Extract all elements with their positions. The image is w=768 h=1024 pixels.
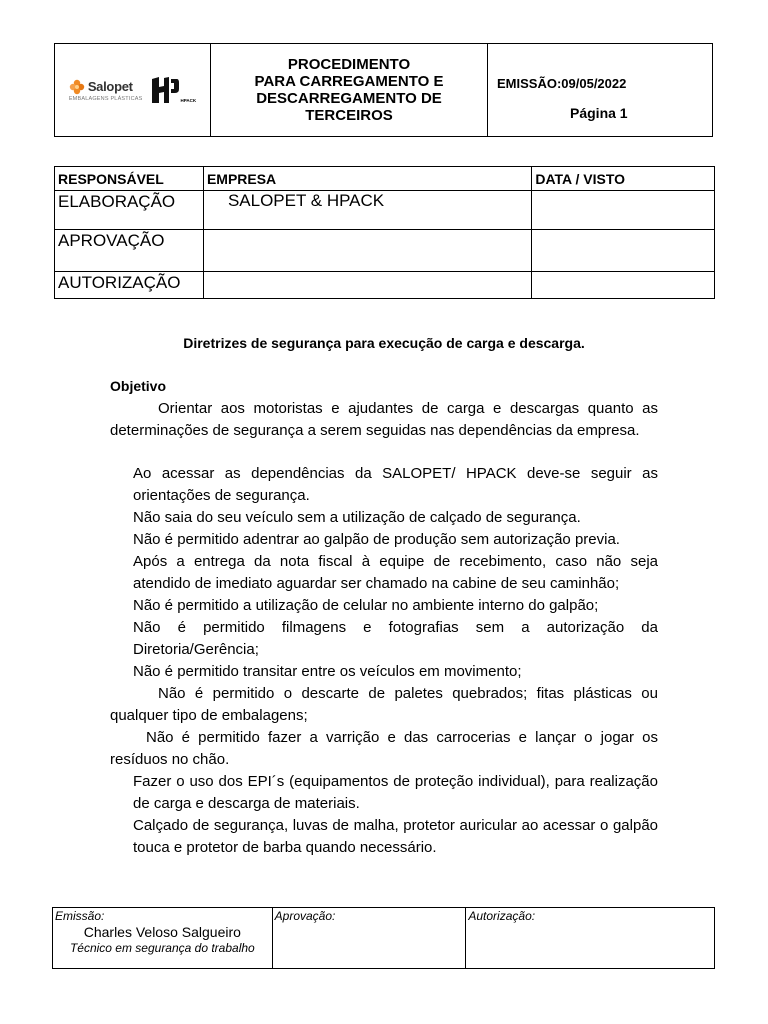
company-cell: SALOPET & HPACK (203, 191, 531, 230)
date-cell (532, 191, 715, 230)
footer-row (53, 908, 715, 969)
emission-cell (53, 908, 273, 969)
company-cell (203, 230, 531, 272)
salopet-logo-subtitle: EMBALAGENS PLÁSTICAS (68, 95, 143, 102)
table-row (55, 272, 715, 299)
table-row (55, 191, 715, 230)
title-line: TERCEIROS (305, 107, 393, 124)
salopet-flower-icon (69, 79, 85, 95)
approval-cell (272, 908, 466, 969)
page-number: Página 1 (570, 105, 628, 121)
company-cell (203, 272, 531, 299)
salopet-logo (69, 79, 143, 102)
column-header: EMPRESA (203, 167, 531, 191)
date-cell (532, 272, 715, 299)
emission-label: Emissão: (55, 909, 105, 923)
paragraph: Não é permitido o descarte de paletes quebrados; fitas plásticas ou qualquer tipo de embalagens; (110, 685, 658, 724)
approval-label: Aprovação: (274, 909, 336, 923)
paragraph-objective: Orientar aos motoristas e ajudantes de carga e descargas quanto as determinações de segurança a serem seguidas nas dependências da empresa. (110, 400, 658, 439)
role-cell: ELABORAÇÃO (55, 191, 204, 230)
hpack-logo (149, 75, 197, 105)
salopet-logo-text: Salopet (87, 79, 133, 94)
paragraph: Não é permitido adentrar ao galpão de produção sem autorização previa. (133, 531, 620, 548)
hpack-logo-mark (149, 75, 179, 105)
responsibility-table (54, 166, 715, 299)
authorization-cell (466, 908, 715, 969)
table-row (55, 230, 715, 272)
paragraph: Calçado de segurança, luvas de malha, protetor auricular ao acessar o galpão touca e protetor de barba quando necessário. (133, 817, 658, 856)
paragraph: Não é permitido filmagens e fotografias sem a autorização da Diretoria/Gerência; (133, 619, 658, 658)
role-cell: APROVAÇÃO (55, 230, 204, 272)
title-line: DESCARREGAMENTO DE (256, 90, 442, 107)
paragraph: Após a entrega da nota fiscal à equipe de recebimento, caso não seja atendido de imediato aguardar ser chamado na cabine de seu caminhão; (133, 553, 658, 592)
section-subtitle: Diretrizes de segurança para execução de carga e descarga. (183, 335, 585, 351)
title-line: PROCEDIMENTO (287, 56, 411, 73)
paragraph: Não é permitido fazer a varrição e das carrocerias e lançar o jogar os resíduos no chão. (110, 729, 658, 768)
signature-footer (52, 907, 715, 969)
logo-cell (55, 44, 211, 136)
document-info (488, 44, 712, 136)
paragraph: Não saia do seu veículo sem a utilização de calçado de segurança. (133, 509, 581, 526)
objective-heading: Objetivo (110, 378, 167, 394)
paragraph: Fazer o uso dos EPI´s (equipamentos de proteção individual), para realização de carga e descarga de materiais. (133, 773, 658, 812)
column-header: DATA / VISTO (532, 167, 715, 191)
date-cell (532, 230, 715, 272)
paragraph: Não é permitido transitar entre os veículos em movimento; (133, 663, 522, 680)
column-header: RESPONSÁVEL (55, 167, 204, 191)
hpack-logo-subtitle: HPACK (180, 98, 197, 103)
document-title (211, 44, 488, 136)
paragraph: Ao acessar as dependências da SALOPET/ HPACK deve-se seguir as orientações de segurança. (133, 465, 658, 504)
authorization-label: Autorização: (468, 909, 536, 923)
role-cell: AUTORIZAÇÃO (55, 272, 204, 299)
document-header (54, 43, 713, 137)
emission-role: Técnico em segurança do trabalho (69, 941, 255, 955)
emission-date: EMISSÃO:09/05/2022 (497, 76, 627, 91)
table-header-row (55, 167, 715, 191)
paragraph: Não é permitido a utilização de celular no ambiente interno do galpão; (133, 597, 599, 614)
title-line: PARA CARREGAMENTO E (254, 73, 444, 90)
emission-name: Charles Veloso Salgueiro (83, 924, 241, 940)
